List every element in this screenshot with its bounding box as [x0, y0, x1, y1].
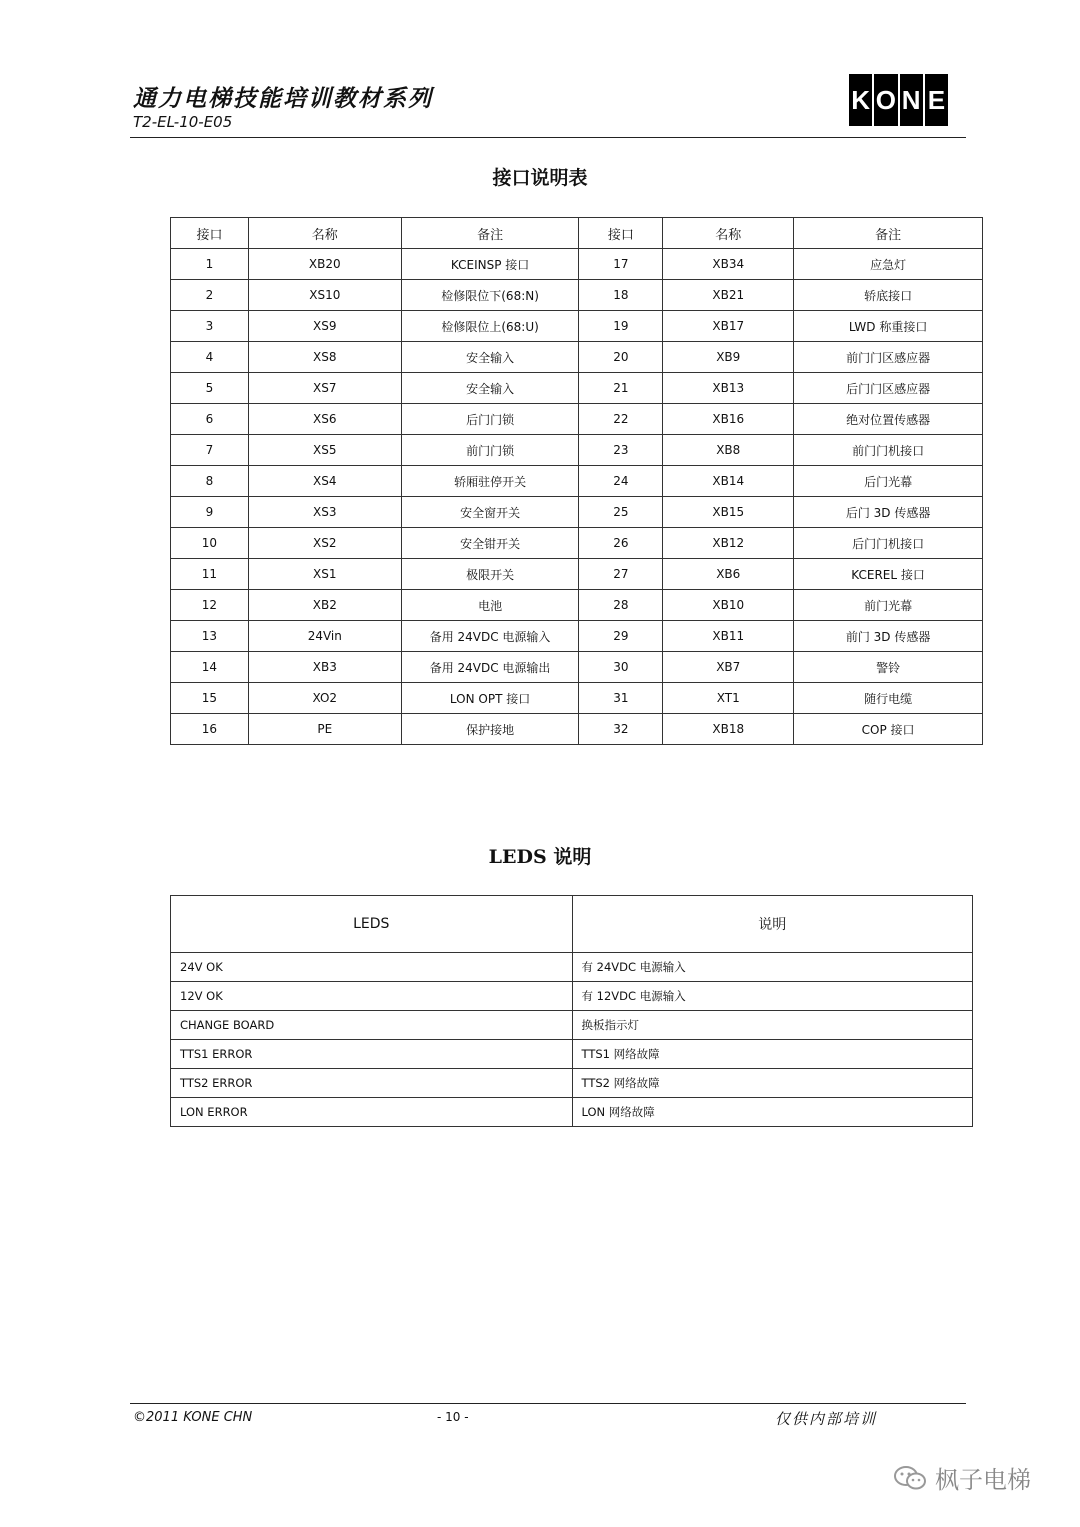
table-cell: 前门门机接口 — [794, 435, 983, 466]
table-cell: 10 — [171, 528, 249, 559]
table-cell: XS2 — [248, 528, 401, 559]
table-row — [171, 621, 983, 652]
table-cell: XB10 — [663, 590, 794, 621]
table-row — [171, 466, 983, 497]
table-cell: 23 — [579, 435, 663, 466]
table-row — [171, 280, 983, 311]
table-cell: 30 — [579, 652, 663, 683]
footer-divider — [130, 1403, 966, 1404]
header-title: 通力电梯技能培训教材系列 — [133, 85, 433, 112]
table-cell: 19 — [579, 311, 663, 342]
table-cell: XO2 — [248, 683, 401, 714]
watermark-text: 枫子电梯 — [935, 1466, 1031, 1494]
table-cell: XB14 — [663, 466, 794, 497]
table-cell: KCEINSP 接口 — [401, 249, 579, 280]
leds-table-title: LEDS 说明 — [488, 846, 592, 868]
table-cell: 4 — [171, 342, 249, 373]
table-cell: 2 — [171, 280, 249, 311]
table-cell: 14 — [171, 652, 249, 683]
table-cell: 24V OK — [171, 953, 573, 982]
table-cell: XB16 — [663, 404, 794, 435]
table-cell: 20 — [579, 342, 663, 373]
table-cell: 前门门锁 — [401, 435, 579, 466]
table-cell: 检修限位上(68:U) — [401, 311, 579, 342]
logo-letter: O — [874, 74, 897, 126]
table-cell: 安全输入 — [401, 342, 579, 373]
table-cell: 12V OK — [171, 982, 573, 1011]
table-cell: 后门门区感应器 — [794, 373, 983, 404]
table-cell: XT1 — [663, 683, 794, 714]
table-cell: XB3 — [248, 652, 401, 683]
table-cell: 24Vin — [248, 621, 401, 652]
table-cell: 29 — [579, 621, 663, 652]
table-cell: 16 — [171, 714, 249, 745]
table-cell: 随行电缆 — [794, 683, 983, 714]
table-cell: 12 — [171, 590, 249, 621]
table-row — [171, 652, 983, 683]
table-cell: XB15 — [663, 497, 794, 528]
table-cell: 5 — [171, 373, 249, 404]
column-header: 说明 — [572, 896, 973, 953]
table-cell: 轿厢驻停开关 — [401, 466, 579, 497]
table-cell: 25 — [579, 497, 663, 528]
table-cell: 有 24VDC 电源输入 — [572, 953, 973, 982]
table-cell: 应急灯 — [794, 249, 983, 280]
table-cell: CHANGE BOARD — [171, 1011, 573, 1040]
table-cell: XB17 — [663, 311, 794, 342]
table-cell: 6 — [171, 404, 249, 435]
table-cell: 安全钳开关 — [401, 528, 579, 559]
table-cell: 27 — [579, 559, 663, 590]
table-cell: XB2 — [248, 590, 401, 621]
table-cell: XS3 — [248, 497, 401, 528]
table-cell: XS5 — [248, 435, 401, 466]
table-cell: XB9 — [663, 342, 794, 373]
table-cell: XS6 — [248, 404, 401, 435]
table-cell: XB8 — [663, 435, 794, 466]
logo-letter: E — [925, 74, 948, 126]
table-cell: 21 — [579, 373, 663, 404]
table-row — [171, 404, 983, 435]
table-cell: XS9 — [248, 311, 401, 342]
table-cell: 18 — [579, 280, 663, 311]
document-code: T2-EL-10-E05 — [133, 113, 233, 131]
table-cell: 检修限位下(68:N) — [401, 280, 579, 311]
table-cell: TTS1 网络故障 — [572, 1040, 973, 1069]
column-header: LEDS — [171, 896, 573, 953]
column-header: 名称 — [663, 218, 794, 249]
table-cell: 后门门机接口 — [794, 528, 983, 559]
table-row — [171, 249, 983, 280]
table-cell: LON OPT 接口 — [401, 683, 579, 714]
table-header-row — [171, 896, 973, 953]
table-cell: TTS1 ERROR — [171, 1040, 573, 1069]
table-cell: 24 — [579, 466, 663, 497]
table-cell: XS7 — [248, 373, 401, 404]
interface-table — [170, 217, 983, 745]
column-header: 接口 — [171, 218, 249, 249]
table-row — [171, 1069, 973, 1098]
logo-letter: N — [900, 74, 923, 126]
table-cell: XS8 — [248, 342, 401, 373]
table-cell: 安全输入 — [401, 373, 579, 404]
table-cell: XB7 — [663, 652, 794, 683]
table-cell: 1 — [171, 249, 249, 280]
table-cell: TTS2 网络故障 — [572, 1069, 973, 1098]
table-cell: XS10 — [248, 280, 401, 311]
table-cell: 前门门区感应器 — [794, 342, 983, 373]
footer-note: 仅供内部培训 — [775, 1410, 878, 1428]
table-row — [171, 435, 983, 466]
footer-copyright: ©2011 KONE CHN — [133, 1410, 253, 1425]
table-row — [171, 373, 983, 404]
table-cell: 后门 3D 传感器 — [794, 497, 983, 528]
table-cell: XB13 — [663, 373, 794, 404]
table-cell: 绝对位置传感器 — [794, 404, 983, 435]
column-header: 备注 — [794, 218, 983, 249]
table-row — [171, 1040, 973, 1069]
header-divider — [130, 137, 966, 138]
table-cell: LON 网络故障 — [572, 1098, 973, 1127]
table-row — [171, 1011, 973, 1040]
table-cell: COP 接口 — [794, 714, 983, 745]
table-header-row — [171, 218, 983, 249]
table-row — [171, 342, 983, 373]
table-cell: 后门门锁 — [401, 404, 579, 435]
table-cell: 备用 24VDC 电源输出 — [401, 652, 579, 683]
table-cell: XB21 — [663, 280, 794, 311]
table-cell: 17 — [579, 249, 663, 280]
kone-logo — [848, 74, 949, 126]
table-cell: LWD 称重接口 — [794, 311, 983, 342]
table-cell: 26 — [579, 528, 663, 559]
table-cell: PE — [248, 714, 401, 745]
table-cell: XS4 — [248, 466, 401, 497]
column-header: 名称 — [248, 218, 401, 249]
leds-table — [170, 895, 973, 1127]
table-cell: TTS2 ERROR — [171, 1069, 573, 1098]
table-row — [171, 311, 983, 342]
table-cell: 后门光幕 — [794, 466, 983, 497]
table-cell: 极限开关 — [401, 559, 579, 590]
table-cell: LON ERROR — [171, 1098, 573, 1127]
table-cell: XB12 — [663, 528, 794, 559]
table-cell: 警铃 — [794, 652, 983, 683]
table-cell: XB18 — [663, 714, 794, 745]
table-cell: 13 — [171, 621, 249, 652]
table-row — [171, 953, 973, 982]
table-cell: XB34 — [663, 249, 794, 280]
table-cell: 前门 3D 传感器 — [794, 621, 983, 652]
table-row — [171, 683, 983, 714]
wechat-icon — [893, 1465, 927, 1491]
table-row — [171, 982, 973, 1011]
table-row — [171, 497, 983, 528]
table-row — [171, 714, 983, 745]
table-cell: XB11 — [663, 621, 794, 652]
table-cell: 31 — [579, 683, 663, 714]
page-number: - 10 - — [437, 1410, 469, 1424]
table-row — [171, 559, 983, 590]
table-cell: 7 — [171, 435, 249, 466]
table-cell: XS1 — [248, 559, 401, 590]
table-cell: 11 — [171, 559, 249, 590]
table-cell: 轿底接口 — [794, 280, 983, 311]
table-cell: XB20 — [248, 249, 401, 280]
table-cell: KCEREL 接口 — [794, 559, 983, 590]
table-cell: 32 — [579, 714, 663, 745]
table-cell: 9 — [171, 497, 249, 528]
table-cell: XB6 — [663, 559, 794, 590]
table-cell: 22 — [579, 404, 663, 435]
table-cell: 安全窗开关 — [401, 497, 579, 528]
table-cell: 前门光幕 — [794, 590, 983, 621]
table-cell: 15 — [171, 683, 249, 714]
table-cell: 28 — [579, 590, 663, 621]
table-row — [171, 1098, 973, 1127]
table-cell: 8 — [171, 466, 249, 497]
table-row — [171, 528, 983, 559]
table-cell: 保护接地 — [401, 714, 579, 745]
watermark — [893, 1460, 1031, 1495]
table-cell: 有 12VDC 电源输入 — [572, 982, 973, 1011]
table-cell: 3 — [171, 311, 249, 342]
table-cell: 换板指示灯 — [572, 1011, 973, 1040]
interface-table-title: 接口说明表 — [492, 167, 588, 189]
table-cell: 备用 24VDC 电源输入 — [401, 621, 579, 652]
table-row — [171, 590, 983, 621]
logo-letter: K — [849, 74, 872, 126]
column-header: 备注 — [401, 218, 579, 249]
table-cell: 电池 — [401, 590, 579, 621]
column-header: 接口 — [579, 218, 663, 249]
